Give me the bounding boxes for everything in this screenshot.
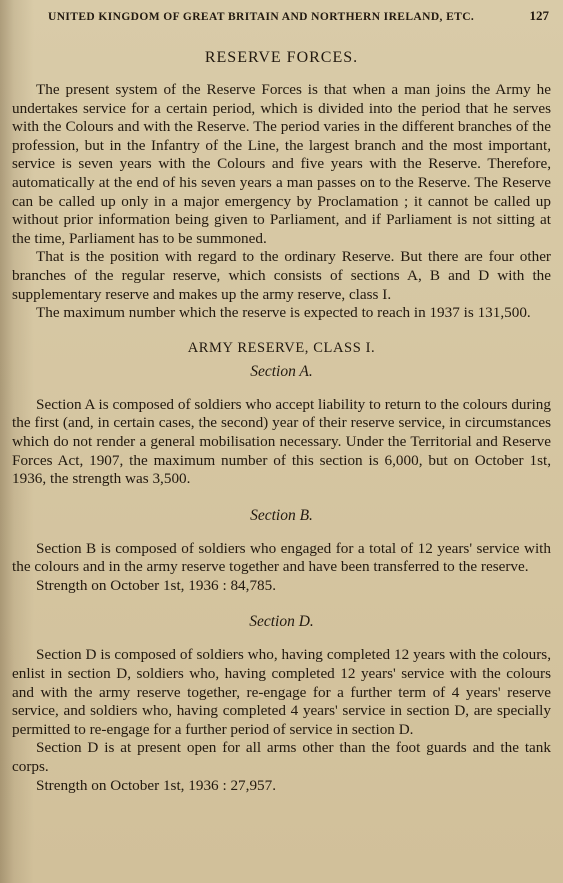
army-reserve-heading: ARMY RESERVE, CLASS I.	[187, 339, 376, 356]
section-d-title: Section D.	[249, 613, 314, 631]
section-title: RESERVE FORCES.	[204, 49, 359, 66]
intro-paragraph-3: The maximum number which the reserve is expected to reach in 1937 is 131,500.	[36, 304, 531, 322]
section-b-title: Section B.	[250, 506, 313, 524]
section-a-paragraph: Section A is composed of soldiers who accept liability to return to the colours during the first (and, in certain cases, the second) year of their reserve service, in circumstances which do not render a general mobilisation necessary. Under the Territorial and Reserve Forces Act, 1907, the maximum number of this section is 6,000, but on October 1st, 1936, the strength was 3,500.	[12, 395, 551, 488]
intro-paragraph-2: That is the position with regard to the ordinary Reserve. But there are four other branches of the regular reserve, which consists of sections A, B and D with the supplementary reserve and makes up the army reserve, class I.	[12, 248, 551, 303]
running-head	[48, 6, 549, 27]
section-d-paragraph: Section D is composed of soldiers who, having completed 12 years with the colours, enlist in section D, soldiers who, having completed 12 years' service with the colours and with the army reserve together, re-engage for a further term of 4 years' reserve service, and soldiers who, having completed 4 years' service in section D, are specially permitted to re-engage for a further period of service in section D.	[12, 646, 551, 738]
intro-paragraph-1: The present system of the Reserve Forces is that when a man joins the Army he undertakes service for a certain period, which is divided into the period that he serves with the Colours and with the Reserve. The period varies in the different branches of the profession, but in the Infantry of the Line, the largest branch and the most important, service is seven years with the Colours and five years with the Reserve. Therefore, automatically at the end of his seven years a man passes on to the Reserve. The Reserve can be called up only in a major emergency by Proclamation ; it cannot be called up without prior information being given to Parliament, and if Parliament is not sitting at the time, Parliament has to be summoned.	[12, 81, 551, 247]
section-b-paragraph: Section B is composed of soldiers who engaged for a total of 12 years' service with the colours and in the army reserve together and have been transferred to the reserve.	[12, 539, 551, 576]
section-d-open-paragraph: Section D is at present open for all arms other than the foot guards and the tank corps.	[12, 739, 551, 776]
section-b-strength: Strength on October 1st, 1936 : 84,785.	[36, 576, 277, 594]
section-d-strength: Strength on October 1st, 1936 : 27,957.	[36, 776, 277, 794]
page-number: 127	[529, 8, 549, 23]
running-title: UNITED KINGDOM OF GREAT BRITAIN AND NORTHERN IRELAND, ETC.	[48, 11, 475, 23]
section-a-title: Section A.	[250, 362, 313, 380]
